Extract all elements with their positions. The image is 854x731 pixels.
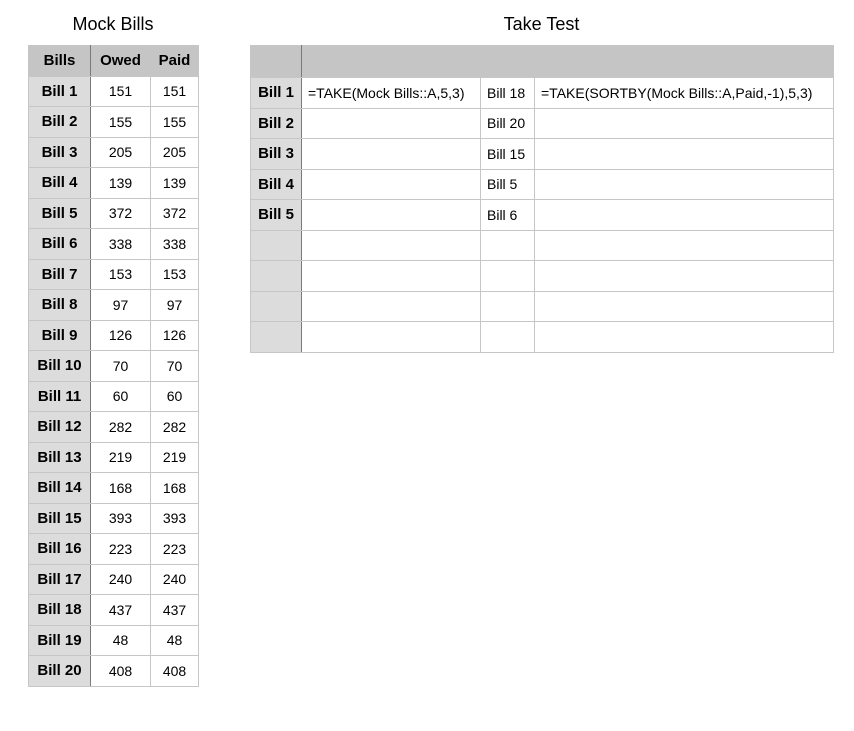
row-header-cell[interactable]: Bill 3 [29, 137, 91, 168]
take-cell-b[interactable] [302, 139, 481, 170]
row-header-cell[interactable] [251, 291, 302, 322]
take-cell-b[interactable] [302, 261, 481, 292]
owed-cell[interactable]: 219 [91, 442, 151, 473]
row-header-cell[interactable]: Bill 11 [29, 381, 91, 412]
row-header-cell[interactable]: Bill 6 [29, 229, 91, 260]
owed-cell[interactable]: 155 [91, 107, 151, 138]
row-header-cell[interactable]: Bill 2 [251, 108, 302, 139]
mock-bills-header-row [29, 46, 199, 77]
take-test-row [251, 291, 834, 322]
take-column-header-a[interactable] [251, 46, 302, 78]
row-header-cell[interactable]: Bill 17 [29, 564, 91, 595]
take-test-row [251, 169, 834, 200]
take-test-row [251, 200, 834, 231]
take-cell-c[interactable]: Bill 20 [481, 108, 535, 139]
take-test-row [251, 261, 834, 292]
mock-bills-row [29, 290, 199, 321]
owed-cell[interactable]: 48 [91, 625, 151, 656]
mock-bills-row [29, 381, 199, 412]
mock-bills-title: Mock Bills [72, 14, 154, 34]
owed-cell[interactable]: 153 [91, 259, 151, 290]
owed-cell[interactable]: 151 [91, 76, 151, 107]
mock-bills-row [29, 534, 199, 565]
take-column-header-b[interactable] [302, 46, 481, 78]
row-header-cell[interactable] [251, 230, 302, 261]
mock-bills-row [29, 229, 199, 260]
take-test-row [251, 230, 834, 261]
mock-bills-row [29, 503, 199, 534]
owed-cell[interactable]: 282 [91, 412, 151, 443]
row-header-cell[interactable] [251, 322, 302, 353]
mock-bills-row [29, 442, 199, 473]
take-cell-c[interactable]: Bill 6 [481, 200, 535, 231]
paid-cell[interactable]: 151 [151, 76, 199, 107]
paid-cell[interactable]: 153 [151, 259, 199, 290]
take-test-header-row [251, 46, 834, 78]
paid-cell[interactable]: 48 [151, 625, 199, 656]
paid-cell[interactable]: 219 [151, 442, 199, 473]
paid-cell[interactable]: 155 [151, 107, 199, 138]
take-cell-b[interactable] [302, 169, 481, 200]
row-header-cell[interactable]: Bill 13 [29, 442, 91, 473]
take-cell-d[interactable] [535, 322, 834, 353]
take-column-header-d[interactable] [535, 46, 834, 78]
take-cell-c[interactable]: Bill 5 [481, 169, 535, 200]
owed-cell[interactable]: 240 [91, 564, 151, 595]
mock-bills-row [29, 168, 199, 199]
take-cell-b[interactable] [302, 200, 481, 231]
row-header-cell[interactable]: Bill 18 [29, 595, 91, 626]
take-column-header-c[interactable] [481, 46, 535, 78]
take-cell-b[interactable] [302, 291, 481, 322]
row-header-cell[interactable]: Bill 1 [29, 76, 91, 107]
paid-cell[interactable]: 97 [151, 290, 199, 321]
paid-cell[interactable]: 168 [151, 473, 199, 504]
row-header-cell[interactable]: Bill 20 [29, 656, 91, 687]
take-test-table [250, 45, 834, 353]
row-header-cell[interactable]: Bill 10 [29, 351, 91, 382]
owed-cell[interactable]: 393 [91, 503, 151, 534]
take-test-row [251, 108, 834, 139]
paid-cell[interactable]: 60 [151, 381, 199, 412]
paid-cell[interactable]: 408 [151, 656, 199, 687]
paid-cell[interactable]: 437 [151, 595, 199, 626]
mock-bills-row [29, 107, 199, 138]
owed-cell[interactable]: 97 [91, 290, 151, 321]
paid-cell[interactable]: 70 [151, 351, 199, 382]
mock-bills-row [29, 473, 199, 504]
take-cell-c[interactable] [481, 261, 535, 292]
take-cell-d[interactable] [535, 200, 834, 231]
mock-bills-row [29, 564, 199, 595]
mock-bills-row [29, 412, 199, 443]
take-test-title: Take Test [503, 14, 580, 34]
paid-cell[interactable]: 393 [151, 503, 199, 534]
take-cell-d[interactable] [535, 261, 834, 292]
take-cell-c[interactable]: Bill 18 [481, 78, 535, 109]
owed-cell[interactable]: 338 [91, 229, 151, 260]
paid-cell[interactable]: 139 [151, 168, 199, 199]
take-test-row [251, 78, 834, 109]
owed-cell[interactable]: 437 [91, 595, 151, 626]
row-header-cell[interactable]: Bill 8 [29, 290, 91, 321]
take-cell-d[interactable] [535, 139, 834, 170]
row-header-cell[interactable]: Bill 14 [29, 473, 91, 504]
row-header-cell[interactable]: Bill 5 [29, 198, 91, 229]
take-cell-b[interactable] [302, 322, 481, 353]
take-test-row [251, 139, 834, 170]
owed-cell[interactable]: 70 [91, 351, 151, 382]
mock-bills-row [29, 351, 199, 382]
take-test-row [251, 322, 834, 353]
row-header-cell[interactable]: Bill 5 [251, 200, 302, 231]
take-cell-c[interactable] [481, 322, 535, 353]
owed-cell[interactable]: 139 [91, 168, 151, 199]
row-header-cell[interactable]: Bill 16 [29, 534, 91, 565]
row-header-cell[interactable] [251, 261, 302, 292]
take-cell-b[interactable] [302, 230, 481, 261]
row-header-cell[interactable]: Bill 1 [251, 78, 302, 109]
owed-cell[interactable]: 408 [91, 656, 151, 687]
take-cell-b[interactable]: =TAKE(Mock Bills::A,5,3) [302, 78, 481, 109]
owed-cell[interactable]: 205 [91, 137, 151, 168]
owed-cell[interactable]: 223 [91, 534, 151, 565]
owed-cell[interactable]: 168 [91, 473, 151, 504]
mock-bills-row [29, 76, 199, 107]
mock-bills-table [28, 45, 199, 687]
mock-bills-row [29, 595, 199, 626]
mock-bills-row [29, 198, 199, 229]
owed-cell[interactable]: 126 [91, 320, 151, 351]
owed-cell[interactable]: 372 [91, 198, 151, 229]
mock-bills-row [29, 625, 199, 656]
take-cell-d[interactable] [535, 230, 834, 261]
row-header-cell[interactable]: Bill 19 [29, 625, 91, 656]
take-cell-c[interactable] [481, 291, 535, 322]
take-cell-b[interactable] [302, 108, 481, 139]
row-header-cell[interactable]: Bill 15 [29, 503, 91, 534]
take-cell-d[interactable]: =TAKE(SORTBY(Mock Bills::A,Paid,-1),5,3) [535, 78, 834, 109]
paid-column-header[interactable]: Paid [151, 46, 199, 77]
paid-cell[interactable]: 338 [151, 229, 199, 260]
take-cell-d[interactable] [535, 108, 834, 139]
row-header-cell[interactable]: Bill 4 [251, 169, 302, 200]
mock-bills-row [29, 656, 199, 687]
row-header-cell[interactable]: Bill 2 [29, 107, 91, 138]
paid-cell[interactable]: 205 [151, 137, 199, 168]
paid-cell[interactable]: 223 [151, 534, 199, 565]
paid-cell[interactable]: 126 [151, 320, 199, 351]
paid-cell[interactable]: 282 [151, 412, 199, 443]
take-cell-d[interactable] [535, 291, 834, 322]
row-header-cell[interactable]: Bill 7 [29, 259, 91, 290]
paid-cell[interactable]: 240 [151, 564, 199, 595]
row-header-cell[interactable]: Bill 4 [29, 168, 91, 199]
bills-column-header[interactable]: Bills [29, 46, 91, 77]
mock-bills-row [29, 320, 199, 351]
row-header-cell[interactable]: Bill 12 [29, 412, 91, 443]
mock-bills-row [29, 137, 199, 168]
paid-cell[interactable]: 372 [151, 198, 199, 229]
row-header-cell[interactable]: Bill 9 [29, 320, 91, 351]
row-header-cell[interactable]: Bill 3 [251, 139, 302, 170]
mock-bills-row [29, 259, 199, 290]
take-cell-c[interactable] [481, 230, 535, 261]
take-cell-c[interactable]: Bill 15 [481, 139, 535, 170]
owed-column-header[interactable]: Owed [91, 46, 151, 77]
take-cell-d[interactable] [535, 169, 834, 200]
owed-cell[interactable]: 60 [91, 381, 151, 412]
